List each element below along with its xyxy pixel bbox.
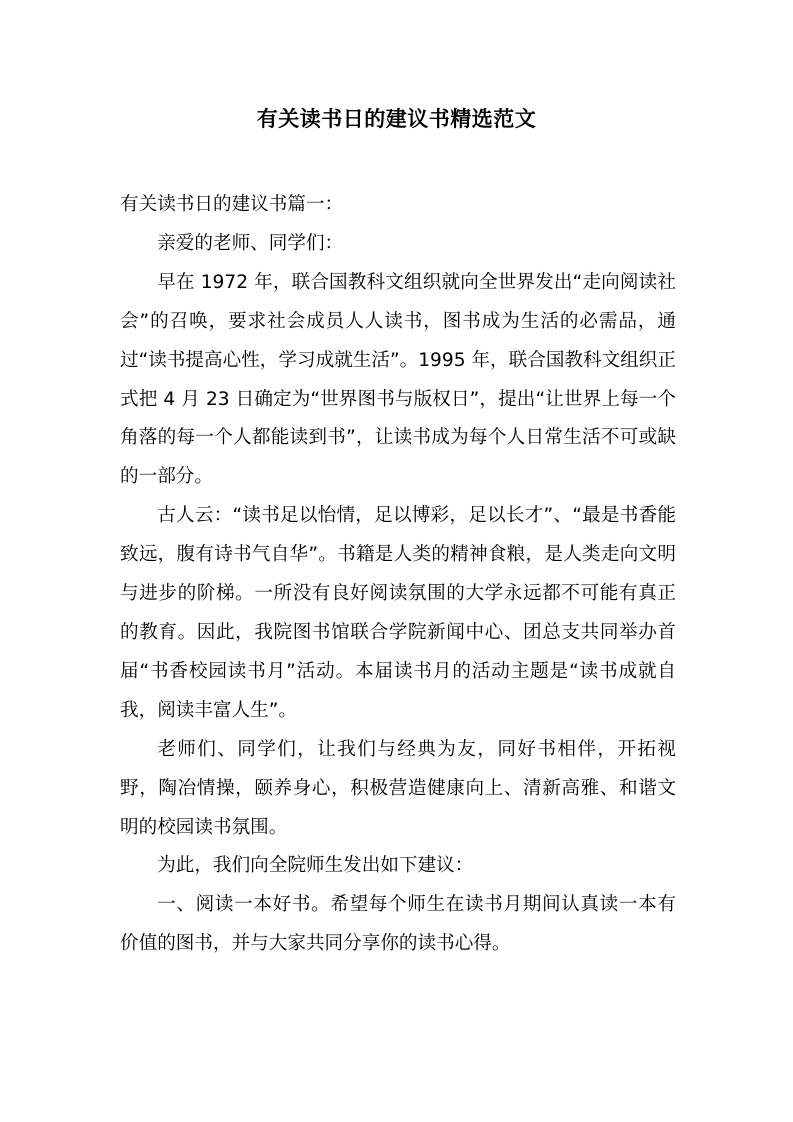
- paragraph-greeting: 亲爱的老师、同学们：: [157, 232, 344, 254]
- section-heading: 有关读书日的建议书篇一：: [120, 194, 344, 215]
- document-body: [120, 186, 676, 964]
- paragraph-proposal-intro: 为此，我们向全院师生发出如下建议：: [157, 855, 474, 877]
- paragraph-proposal-one: 一、阅读一本好书。希望每个师生在读书月期间认真读一本有价值的图书，并与大家共同分享你的读书心得。: [120, 894, 676, 955]
- paragraph-call-to-action: 老师们、同学们，让我们与经典为友，同好书相伴，开拓视野，陶冶情操，颐养身心，积极营造健康向上、清新高雅、和谐文明的校园读书氛围。: [120, 738, 676, 838]
- document-title: 有关读书日的建议书精选范文: [256, 107, 537, 131]
- paragraph-ancient-quote: 古人云：“读书足以怡情，足以博彩，足以长才”、“最是书香能致远，腹有诗书气自华”。书籍是人类的精神食粮，是人类走向文明与进步的阶梯。一所没有良好阅读氛围的大学永远都不可能有真正的教育。因此，我院图书馆联合学院新闻中心、团总支共同举办首届“书香校园读书月”活动。本届读书月的活动主题是“读书成就自我，阅读丰富人生”。: [120, 505, 676, 721]
- paragraph-world-book-day: 早在 1972 年，联合国教科文组织就向全世界发出“走向阅读社会”的召唤，要求社会成员人人读书，图书成为生活的必需品，通过“读书提高心性，学习成就生活”。1995 年，联合国教科文组织正式把 4 月 23 日确定为“世界图书与版权日”，提出“让世界上每一个角落的每一个人都能读到书”，让读书成为每个人日常生活不可或缺的一部分。: [120, 271, 676, 488]
